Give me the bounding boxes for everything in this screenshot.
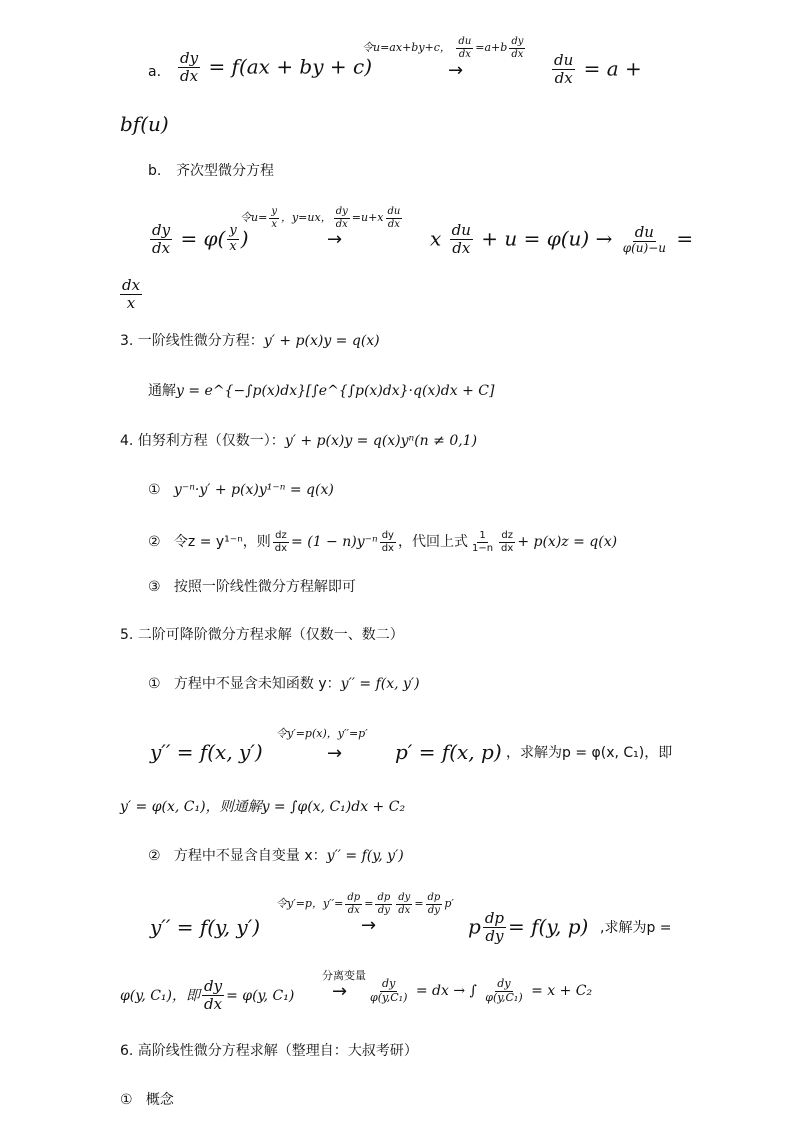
formula-5-2-main: y′′ = f(y, y′)	[150, 915, 261, 939]
formula-a-main: $\frac{dy}{dx}$ = f(ax + by + c)	[180, 49, 373, 86]
section-6-heading: 6. 高阶线性微分方程求解（整理自：大叔考研）	[120, 1043, 418, 1059]
formula-5-2-integral: $\frac{dy}{\text{φ(y,C₁)}}$ = dx → ∫ $\frac{dy}{\text{φ(y,C₁)}}$ = x + C₂	[370, 977, 593, 1004]
arrow-icon: →	[448, 60, 464, 81]
formula-b-main: $\frac{dy}{dx}$ = φ( $\frac{y}{x}$ )	[152, 221, 249, 258]
item-b-title: 齐次型微分方程	[176, 163, 274, 179]
separation-label: 分离变量	[322, 969, 366, 982]
formula-5-2-substitution: 令y′=p，y′′= $\frac{dp}{dx}$ = $\frac{dp}{dy}$ $\frac{dy}{dx}$ = $\frac{dp}{dy}$ p′	[276, 892, 454, 916]
section-3-general-solution: 通解y = e^{−∫p(x)dx}[∫e^{∫p(x)dx}·q(x)dx + C]	[148, 383, 495, 399]
formula-b-wrap: $\frac{dx}{x}$	[122, 276, 141, 313]
item-a-label: a.	[148, 64, 162, 80]
section-4-heading: 4. 伯努利方程（仅数一）：y′ + p(x)y = q(x)yⁿ(n ≠ 0,1)	[120, 433, 478, 449]
formula-5-2-result: p $\frac{dp}{dy}$ = f(y, p)	[468, 909, 589, 946]
formula-a-wrap: bf(u)	[120, 112, 169, 136]
formula-5-2-solution: φ(y, C₁)，即 $\frac{dy}{dx}$ = φ(y, C₁)	[120, 977, 295, 1014]
formula-5-1-substitution: 令y′=p(x)，y′′=p′	[276, 727, 368, 740]
formula-5-1-tail: ，求解为p = φ(x, C₁)，即	[506, 745, 673, 761]
section-4-step-1: ① y⁻ⁿ·y′ + p(x)y¹⁻ⁿ = q(x)	[148, 482, 334, 498]
section-6-item-1: ① 概念	[120, 1092, 174, 1108]
formula-5-1-solution: y′ = φ(x, C₁)，则通解y = ∫φ(x, C₁)dx + C₂	[120, 799, 406, 815]
section-5-case-1: ① 方程中不显含未知函数 y：y′′ = f(x, y′)	[148, 676, 420, 692]
arrow-icon: →	[327, 743, 343, 764]
arrow-icon: →	[327, 229, 343, 250]
formula-a-result: $\frac{du}{dx}$ = a +	[554, 51, 642, 88]
formula-5-1-result: p′ = f(x, p)	[395, 740, 502, 764]
section-4-step-2: ② 令z = y¹⁻ⁿ，则 $\frac{dz}{dx}$ = (1 − n)y⁻ⁿ $\frac{dy}{dx}$ ，代回上式 $\frac{1}{1-n}$ $\frac{dz}{dx}$ + p(x)z = q(x)	[148, 530, 618, 554]
formula-a-substitution: 令u=ax+by+c， $\frac{du}{dx}$ =a+b $\frac{dy}{dx}$	[362, 36, 524, 60]
item-b-label: b.	[148, 163, 162, 179]
section-5-heading: 5. 二阶可降阶微分方程求解（仅数一、数二）	[120, 627, 404, 643]
section-3-heading: 3. 一阶线性微分方程：y′ + p(x)y = q(x)	[120, 333, 380, 349]
arrow-icon: →	[361, 915, 377, 936]
formula-b-result: x $\frac{du}{dx}$ + u = φ(u) → $\frac{du}{\varphi(u)-u}$ =	[430, 221, 694, 258]
section-4-step-3: ③ 按照一阶线性微分方程解即可	[148, 579, 356, 595]
formula-5-2-tail: ,求解为p =	[600, 920, 672, 936]
formula-5-1-main: y′′ = f(x, y′)	[150, 740, 263, 764]
formula-b-substitution: 令u= $\frac{y}{x}$ ，y=ux， $\frac{dy}{dx}$ =u+x $\frac{du}{dx}$	[240, 206, 401, 230]
arrow-icon: →	[332, 981, 348, 1002]
section-5-case-2: ② 方程中不显含自变量 x：y′′ = f(y, y′)	[148, 848, 404, 864]
